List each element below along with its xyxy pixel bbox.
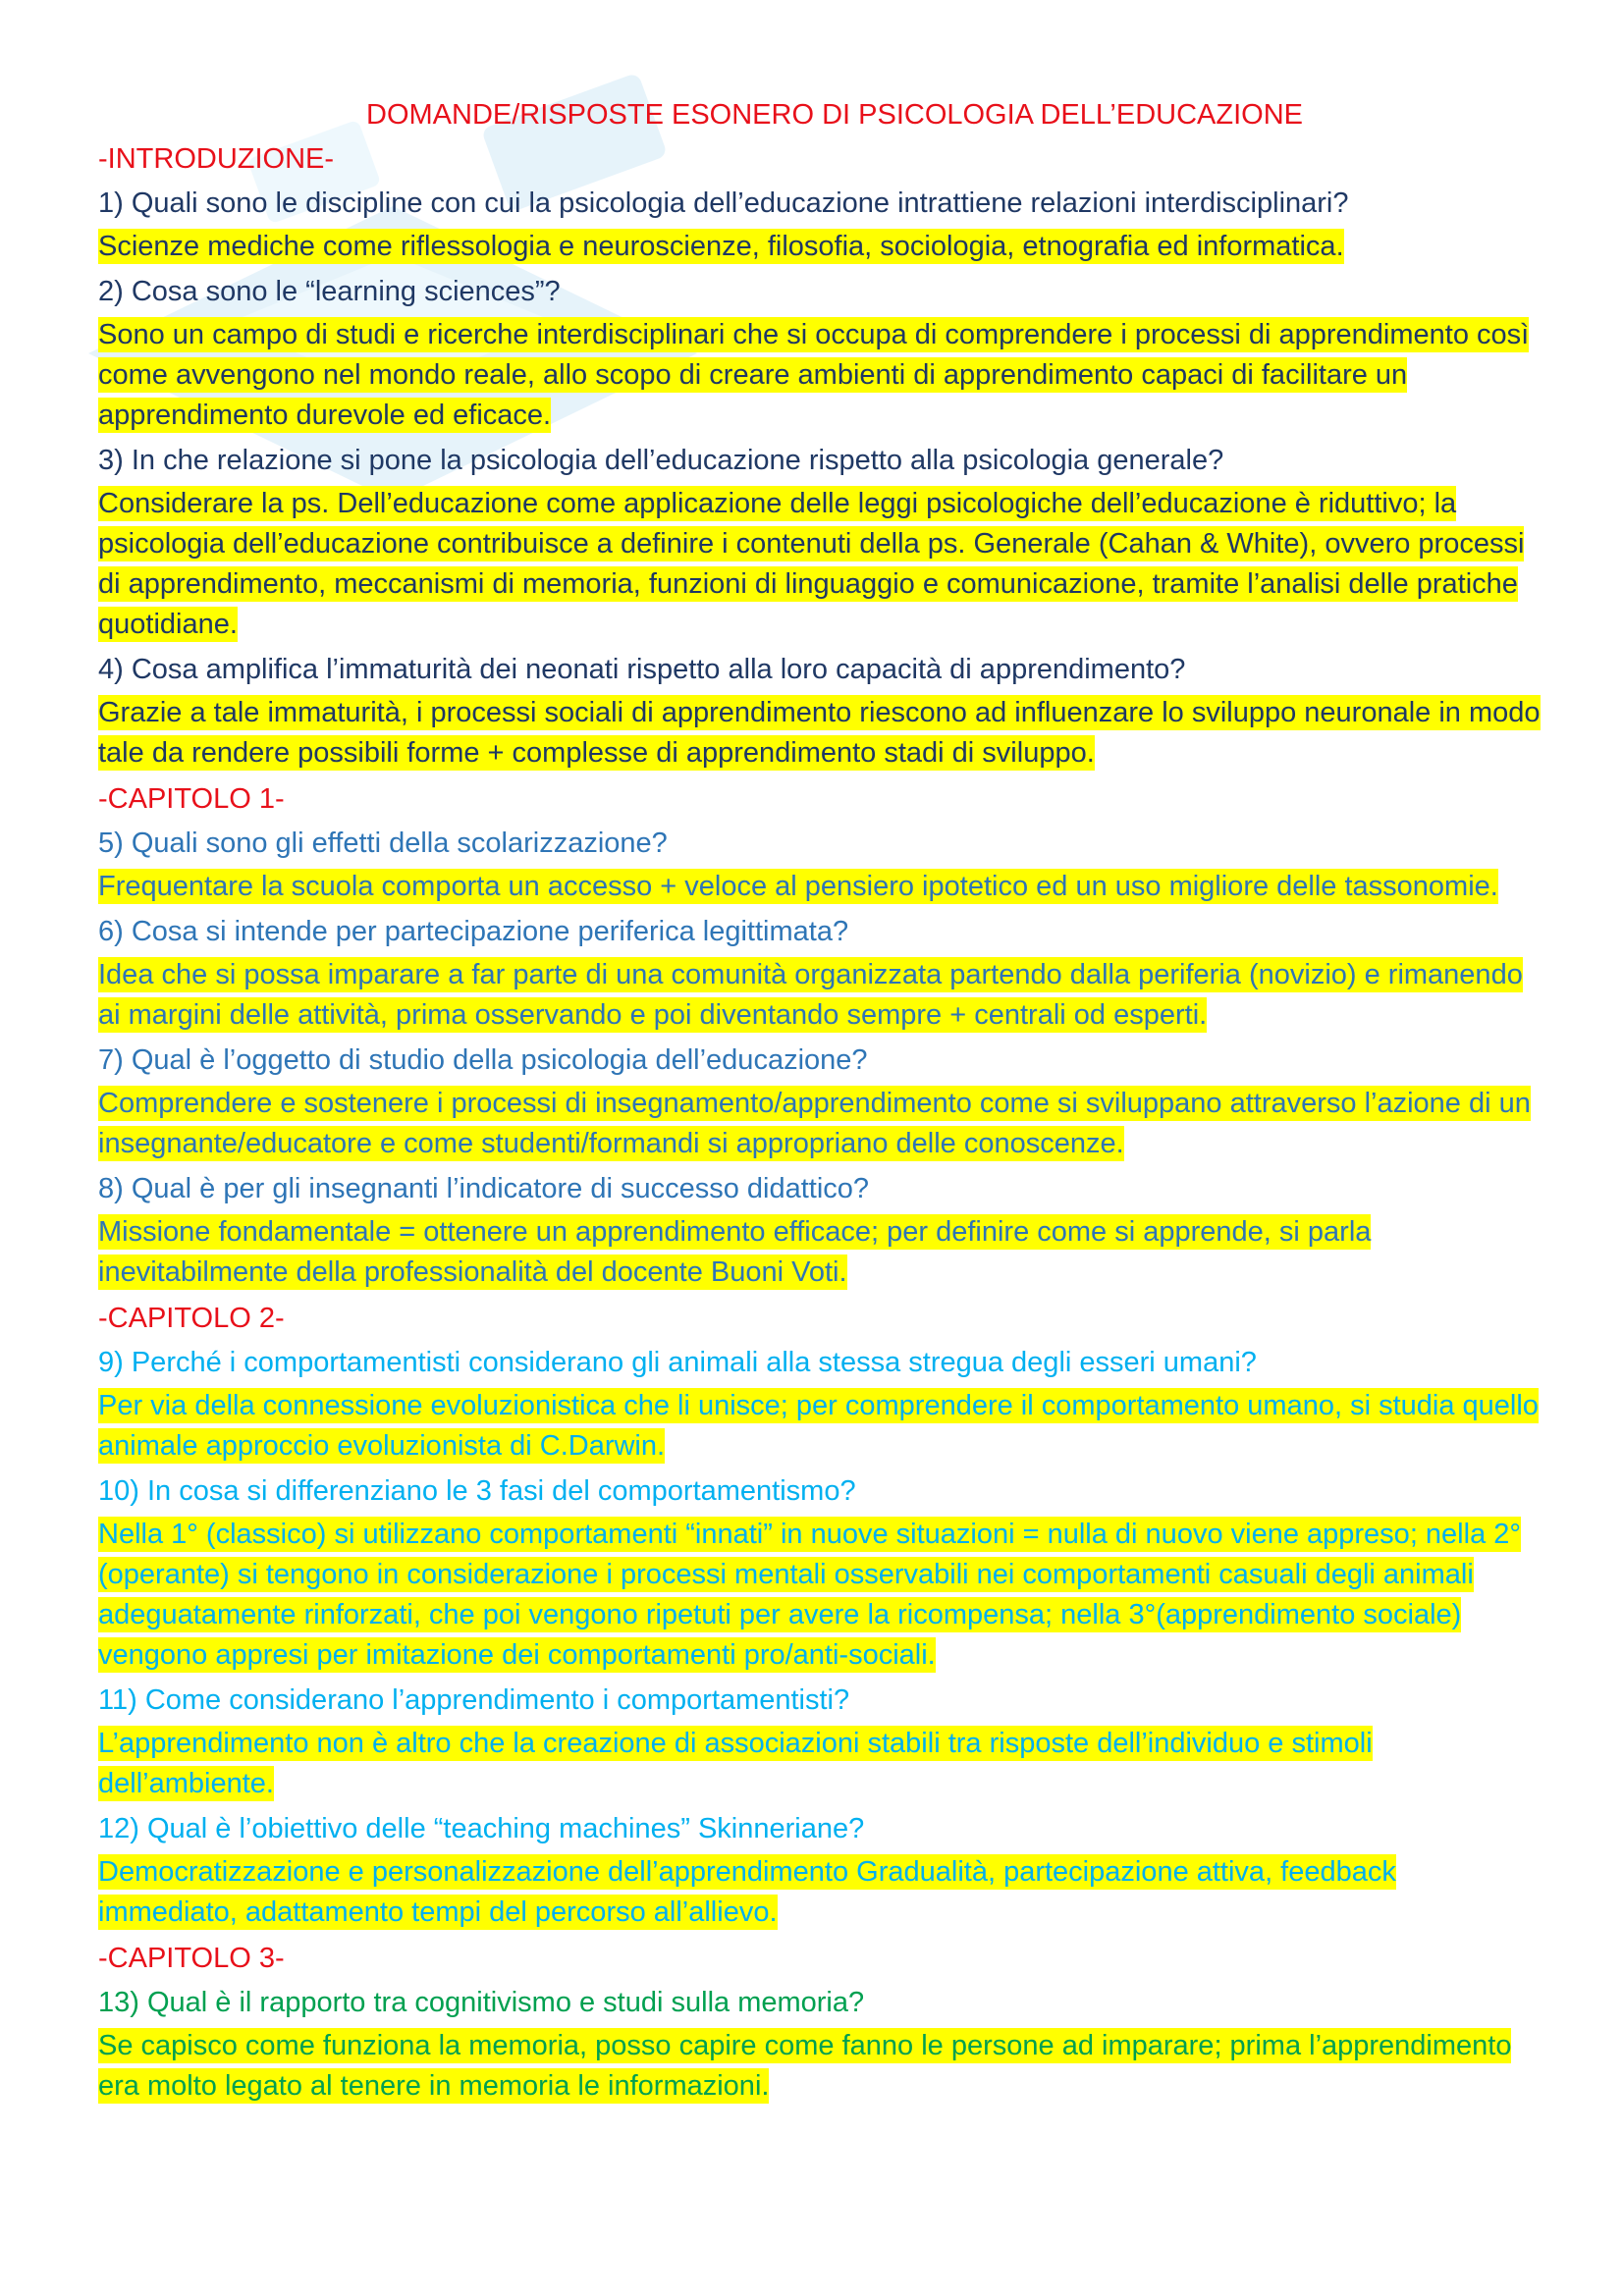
- answer: [98, 867, 1542, 907]
- question: 9) Perché i comportamentisti considerano gli animali alla stessa stregua degli esseri umani?: [98, 1347, 1257, 1378]
- answer: [98, 1084, 1542, 1164]
- question: 4) Cosa amplifica l’immaturità dei neonati rispetto alla loro capacità di apprendimento?: [98, 654, 1186, 685]
- answer: [98, 955, 1542, 1036]
- answer-highlight: Comprendere e sostenere i processi di insegnamento/apprendimento come si sviluppano attraverso l’azione di un insegnante/educatore e come studenti/formandi si appropriano delle conoscenze.: [98, 1088, 1531, 1159]
- answer-highlight: Nella 1° (classico) si utilizzano comportamenti “innati” in nuove situazioni = nulla di nuovo viene appreso; nella 2° (operante) si tengono in considerazione i processi mentali osservabili nei comportamenti casuali degli animali adeguatamente rinforzati, che poi vengono ripetuti per avere la ricompensa; nella 3°(apprendimento sociale) vengono appresi per imitazione dei comportamenti pro/anti-sociali.: [98, 1519, 1521, 1671]
- answer: [98, 227, 1542, 267]
- question: 3) In che relazione si pone la psicologia dell’educazione rispetto alla psicologia generale?: [98, 445, 1224, 476]
- answer-highlight: Missione fondamentale = ottenere un apprendimento efficace; per definire come si apprende, si parla inevitabilmente della professionalità del docente Buoni Voti.: [98, 1216, 1372, 1288]
- question: 10) In cosa si differenziano le 3 fasi del comportamentismo?: [98, 1475, 856, 1507]
- question: 13) Qual è il rapporto tra cognitivismo e studi sulla memoria?: [98, 1987, 865, 2018]
- answer: [98, 693, 1542, 774]
- answer: [98, 1724, 1542, 1804]
- answer-highlight: Per via della connessione evoluzionistica che li unisce; per comprendere il comportamento umano, si studia quello animale approccio evoluzionista di C.Darwin.: [98, 1390, 1539, 1462]
- question: 11) Come considerano l’apprendimento i comportamentisti?: [98, 1684, 850, 1716]
- answer: [98, 1852, 1542, 1933]
- question: 8) Qual è per gli insegnanti l’indicatore di successo didattico?: [98, 1173, 870, 1204]
- document-content: [98, 136, 1542, 2107]
- answer-highlight: Se capisco come funziona la memoria, posso capire come fanno le persone ad imparare; prima l’apprendimento era molto legato al tenere in memoria le informazioni.: [98, 2030, 1512, 2102]
- question: 7) Qual è l’oggetto di studio della psicologia dell’educazione?: [98, 1044, 868, 1076]
- question: 12) Qual è l’obiettivo delle “teaching machines” Skinneriane?: [98, 1813, 865, 1844]
- answer-highlight: Frequentare la scuola comporta un accesso + veloce al pensiero ipotetico ed un uso migliore delle tassonomie.: [98, 871, 1498, 902]
- answer: [98, 1386, 1542, 1467]
- section-heading: -CAPITOLO 2-: [98, 1303, 285, 1334]
- answer-highlight: Idea che si possa imparare a far parte di una comunità organizzata partendo dalla periferia (novizio) e rimanendo ai margini delle attività, prima osservando e poi diventando sempre + centrali od esperti.: [98, 959, 1523, 1031]
- answer: [98, 484, 1542, 645]
- question: 1) Quali sono le discipline con cui la psicologia dell’educazione intrattiene relazioni interdisciplinari?: [98, 187, 1349, 219]
- answer-highlight: Grazie a tale immaturità, i processi sociali di apprendimento riescono ad influenzare lo sviluppo neuronale in modo tale da rendere possibili forme + complesse di apprendimento stadi di sviluppo.: [98, 697, 1541, 769]
- answer-highlight: Sono un campo di studi e ricerche interdisciplinari che si occupa di comprendere i processi di apprendimento così come avvengono nel mondo reale, allo scopo di creare ambienti di apprendimento capaci di facilitare un apprendimento durevole ed eficace.: [98, 319, 1530, 431]
- answer-highlight: L’apprendimento non è altro che la creazione di associazioni stabili tra risposte dell’individuo e stimoli dell’ambiente.: [98, 1728, 1373, 1799]
- question: 6) Cosa si intende per partecipazione periferica legittimata?: [98, 916, 849, 947]
- section-heading: -INTRODUZIONE-: [98, 143, 335, 175]
- answer-highlight: Scienze mediche come riflessologia e neuroscienze, filosofia, sociologia, etnografia ed informatica.: [98, 231, 1344, 262]
- answer: [98, 1212, 1542, 1293]
- question: 5) Quali sono gli effetti della scolarizzazione?: [98, 828, 668, 859]
- document-page: [98, 94, 1542, 2109]
- answer: [98, 315, 1542, 436]
- answer-highlight: Democratizzazione e personalizzazione dell’apprendimento Gradualità, partecipazione attiva, feedback immediato, adattamento tempi del percorso all’allievo.: [98, 1856, 1396, 1928]
- answer: [98, 2026, 1542, 2107]
- section-heading: -CAPITOLO 1-: [98, 783, 285, 815]
- answer: [98, 1515, 1542, 1676]
- answer-highlight: Considerare la ps. Dell’educazione come applicazione delle leggi psicologiche dell’educazione è riduttivo; la psicologia dell’educazione contribuisce a definire i contenuti della ps. Generale (Cahan & White), ovvero processi di apprendimento, meccanismi di memoria, funzioni di linguaggio e comunicazione, tramite l’analisi delle pratiche quotidiane.: [98, 488, 1525, 640]
- section-heading: -CAPITOLO 3-: [98, 1943, 285, 1974]
- document-title: DOMANDE/RISPOSTE ESONERO DI PSICOLOGIA DELL’EDUCAZIONE: [366, 99, 1303, 131]
- question: 2) Cosa sono le “learning sciences”?: [98, 276, 561, 307]
